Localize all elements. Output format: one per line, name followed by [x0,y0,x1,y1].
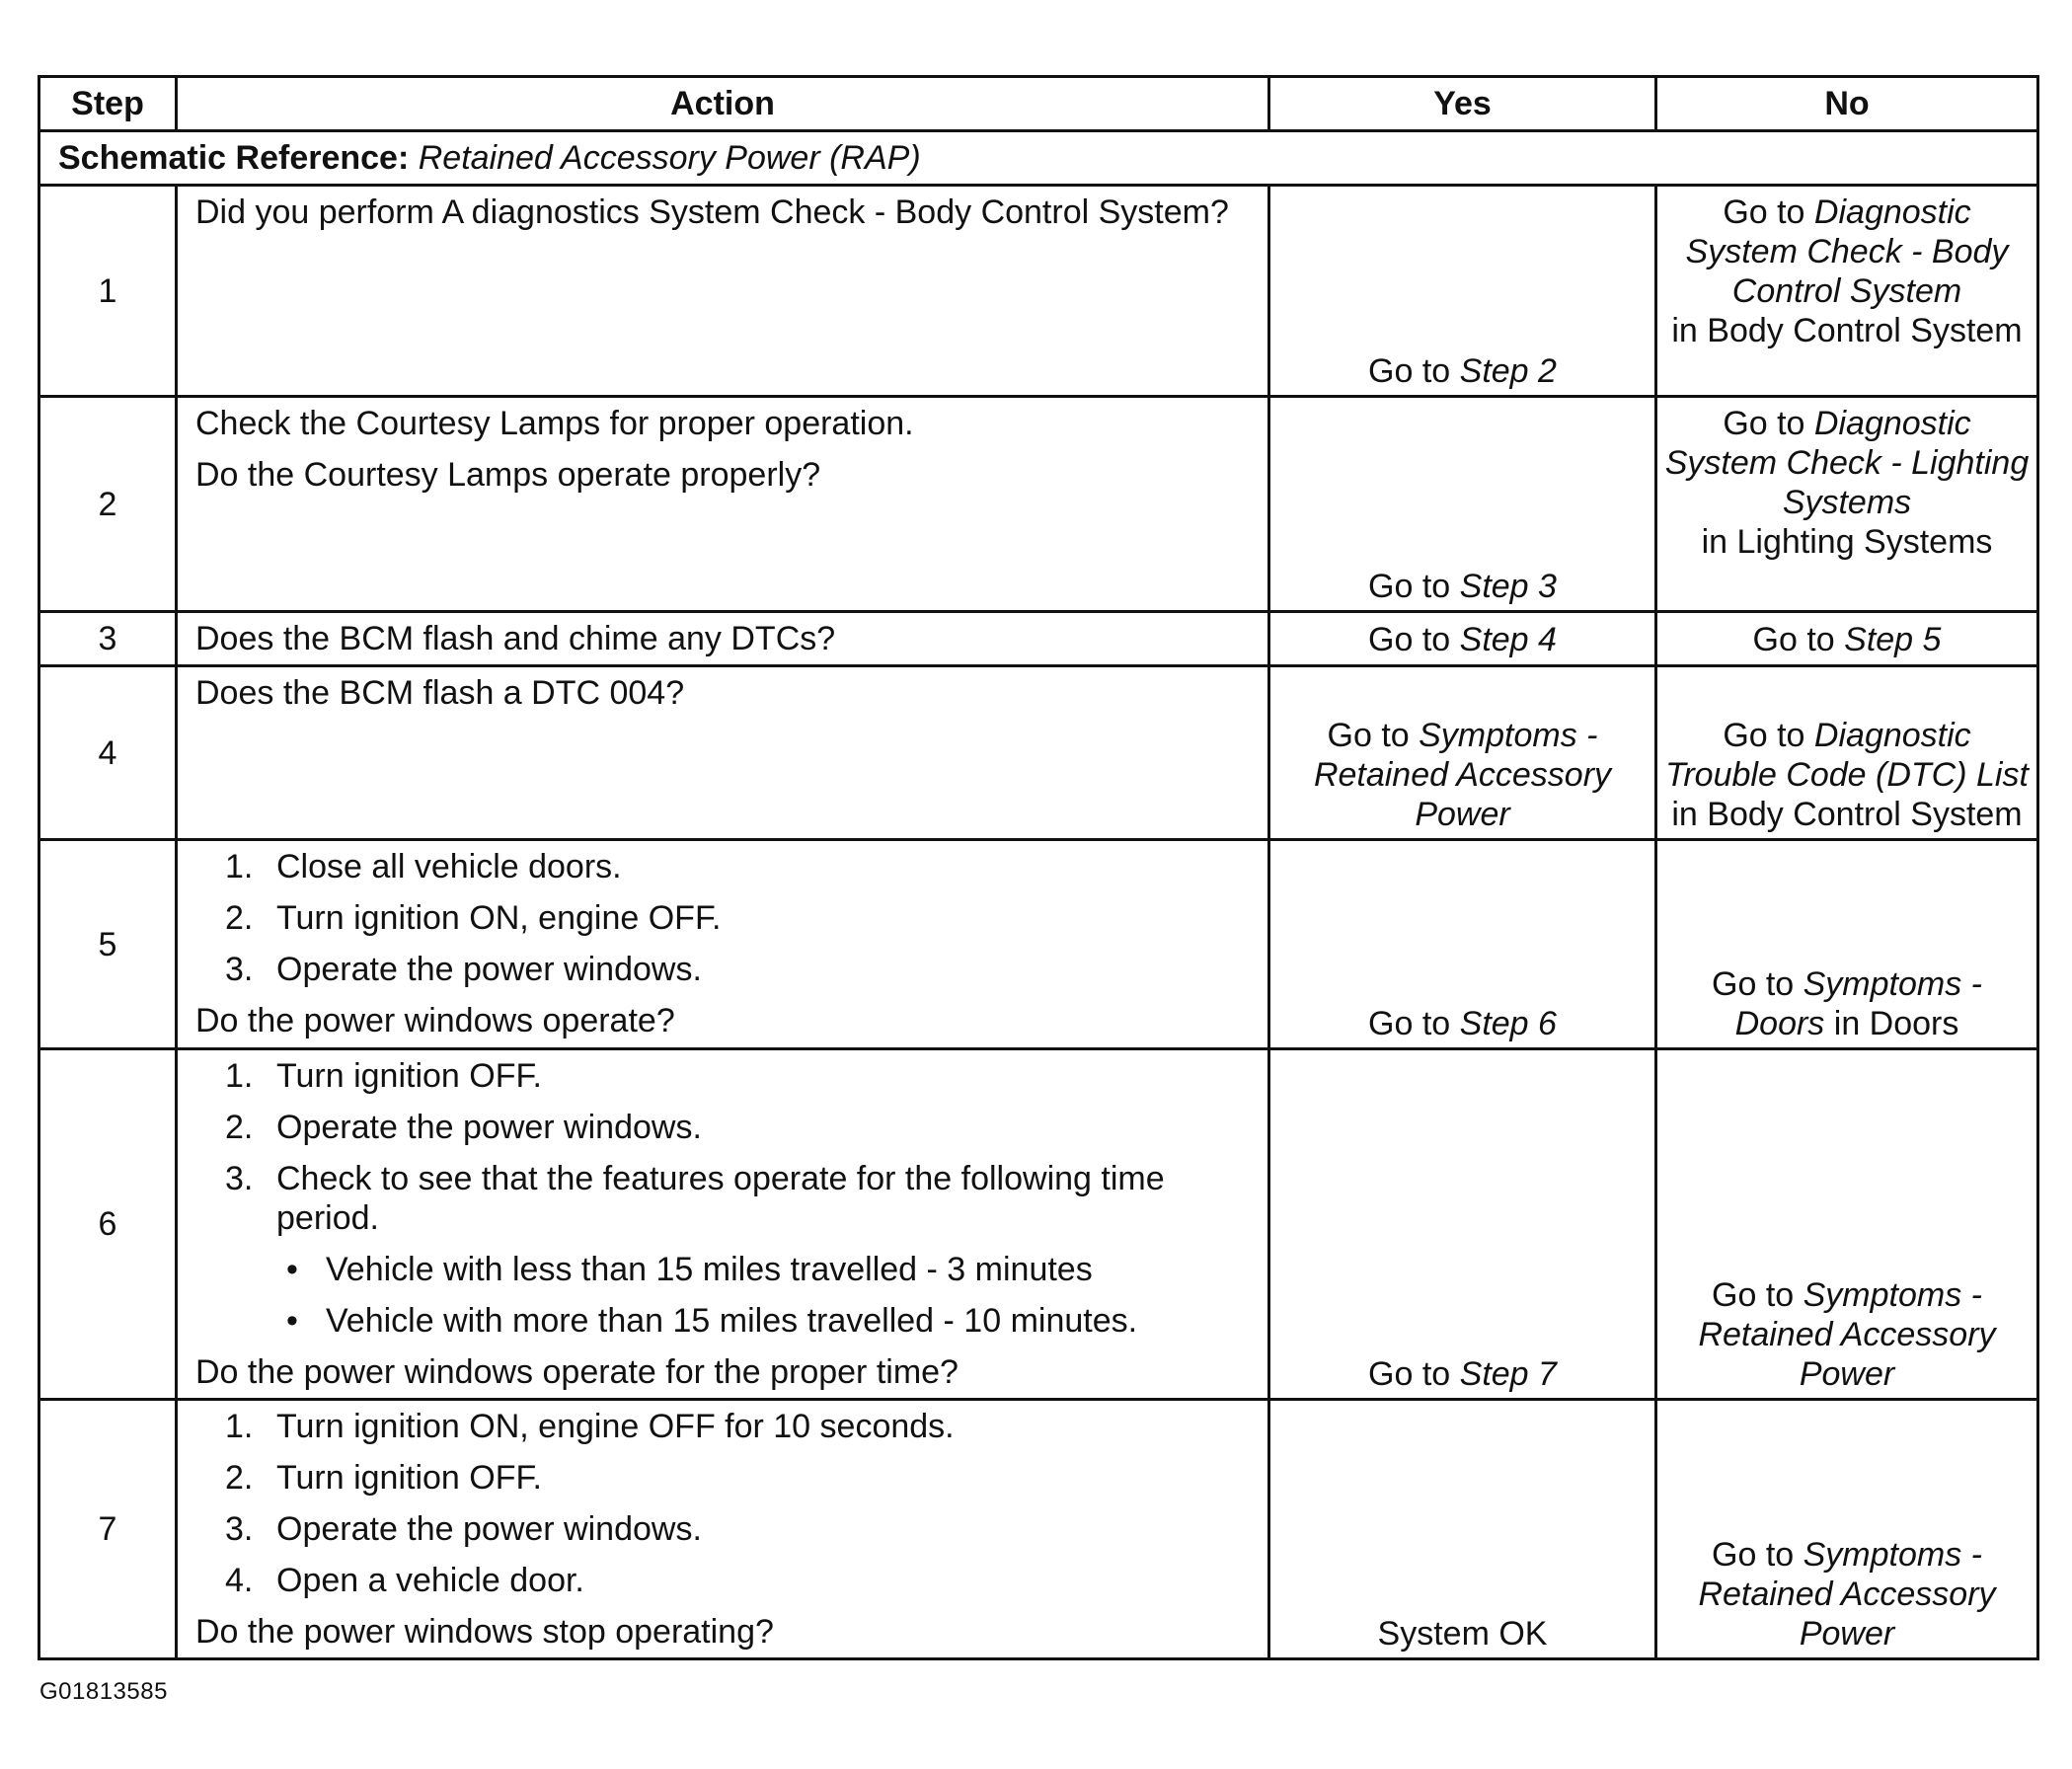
yes-prefix: Go to [1368,352,1460,390]
table-row [39,1400,2038,1659]
table-row [39,186,2038,397]
no-link[interactable]: Diagnostic System Check - Lighting Systems [1664,405,2030,521]
step-number: 1 [39,186,177,397]
yes-cell [1269,1400,1656,1659]
action-cell [177,1400,1269,1659]
no-prefix: Go to [1723,405,1814,442]
yes-link[interactable]: Step 3 [1459,568,1557,605]
step-number: 3 [39,612,177,666]
bullet-text: Vehicle with more than 15 miles travelled - 10 minutes. [326,1302,1138,1340]
list-item-text: Operate the power windows. [276,1510,702,1548]
list-item-text: Operate the power windows. [276,1109,702,1146]
no-link[interactable]: Symptoms - Doors [1734,965,1982,1042]
action-question: Do the Courtesy Lamps operate properly? [195,456,821,494]
yes-prefix: Go to [1368,568,1460,605]
no-cell [1656,666,2038,840]
step-number: 4 [39,666,177,840]
no-prefix: Go to [1712,1536,1803,1574]
bullet-text: Vehicle with less than 15 miles travelled - 3 minutes [326,1251,1093,1288]
yes-link[interactable]: Symptoms - Retained Accessory Power [1313,717,1612,833]
list-item-text: Close all vehicle doors. [276,848,622,885]
yes-link[interactable]: Step 6 [1459,1005,1557,1042]
yes-result: System OK [1377,1615,1548,1653]
action-question: Do the power windows operate for the proper time? [195,1353,959,1391]
header-step: Step [39,77,177,131]
no-link[interactable]: Diagnostic Trouble Code (DTC) List [1665,717,2029,794]
action-cell [177,1049,1269,1400]
figure-id: G01813585 [39,1678,168,1705]
no-cell [1656,1400,2038,1659]
schematic-reference-value: Retained Accessory Power (RAP) [418,139,921,177]
schematic-reference-label: Schematic Reference: [58,139,410,177]
schematic-reference [39,131,2038,186]
bullet-list [276,1250,1258,1341]
diagnostic-table-container [38,75,2036,1660]
no-suffix: in Body Control System [1671,312,2023,349]
header-row [39,77,2038,131]
yes-cell [1269,666,1656,840]
yes-cell [1269,840,1656,1049]
no-cell [1656,186,2038,397]
list-item-text: Turn ignition OFF. [276,1057,542,1095]
table-row [39,397,2038,612]
step-number: 2 [39,397,177,612]
action-cell [177,666,1269,840]
action-text: Check the Courtesy Lamps for proper operation. [195,405,914,442]
no-prefix: Go to [1712,965,1803,1003]
action-text: Did you perform A diagnostics System Check - Body Control System? [195,193,1229,231]
header-action: Action [177,77,1269,131]
list-item-number: 2. [225,1109,254,1146]
table-row [39,666,2038,840]
table-row [39,612,2038,666]
list-item-number: 3. [225,1160,254,1197]
list-item [195,1561,1258,1600]
action-question: Do the power windows operate? [195,1002,675,1039]
table-row [39,840,2038,1049]
action-text: Does the BCM flash and chime any DTCs? [195,620,836,657]
list-item-text: Turn ignition ON, engine OFF for 10 seconds. [276,1408,955,1445]
no-prefix: Go to [1712,1276,1803,1314]
list-item [195,950,1258,989]
yes-cell [1269,1049,1656,1400]
action-question: Do the power windows stop operating? [195,1613,774,1651]
schematic-reference-row [39,131,2038,186]
yes-cell [1269,612,1656,666]
no-link[interactable]: Symptoms - Retained Accessory Power [1698,1276,1996,1393]
list-item [195,898,1258,938]
bullet-item [276,1301,1258,1341]
action-cell [177,186,1269,397]
list-item [195,1407,1258,1446]
list-item [195,1159,1258,1341]
list-item-number: 3. [225,951,254,988]
list-item-text: Check to see that the features operate for the following time period. [276,1160,1165,1237]
yes-prefix: Go to [1368,1005,1460,1042]
yes-prefix: Go to [1368,621,1460,658]
step-number: 5 [39,840,177,1049]
list-item-text: Operate the power windows. [276,951,702,988]
header-yes: Yes [1269,77,1656,131]
no-cell [1656,1049,2038,1400]
yes-prefix: Go to [1327,717,1420,754]
yes-link[interactable]: Step 4 [1459,621,1557,658]
yes-cell [1269,186,1656,397]
action-cell [177,612,1269,666]
list-item-text: Turn ignition ON, engine OFF. [276,899,722,937]
list-item [195,1108,1258,1147]
list-item-number: 1. [225,848,254,885]
list-item-text: Open a vehicle door. [276,1562,584,1599]
list-item-number: 3. [225,1510,254,1548]
no-suffix: in Doors [1824,1005,1959,1042]
list-item-number: 4. [225,1562,254,1599]
no-cell [1656,397,2038,612]
action-cell [177,397,1269,612]
step-number: 6 [39,1049,177,1400]
bullet-item [276,1250,1258,1289]
list-item-number: 2. [225,1459,254,1497]
no-prefix: Go to [1723,193,1814,231]
list-item [195,1458,1258,1498]
step-number: 7 [39,1400,177,1659]
list-item-number: 1. [225,1057,254,1095]
action-cell [177,840,1269,1049]
diagnostic-table [38,75,2039,1660]
yes-prefix: Go to [1368,1355,1460,1393]
list-item-number: 2. [225,899,254,937]
yes-link[interactable]: Step 2 [1459,352,1557,390]
no-prefix: Go to [1723,717,1814,754]
yes-cell [1269,397,1656,612]
table-row [39,1049,2038,1400]
no-suffix: in Lighting Systems [1701,523,1993,561]
yes-link[interactable]: Step 7 [1459,1355,1557,1393]
list-item [195,1056,1258,1096]
list-item-number: 1. [225,1408,254,1445]
list-item-text: Turn ignition OFF. [276,1459,542,1497]
no-link[interactable]: Symptoms - Retained Accessory Power [1698,1536,1996,1653]
list-item [195,1509,1258,1549]
list-item [195,847,1258,886]
no-link[interactable]: Diagnostic System Check - Body Control System [1685,193,2009,310]
no-link[interactable]: Step 5 [1844,621,1942,658]
procedure-list [195,847,1258,989]
no-suffix: in Body Control System [1671,796,2023,833]
procedure-list [195,1056,1258,1341]
header-no: No [1656,77,2038,131]
no-prefix: Go to [1752,621,1845,658]
no-cell [1656,840,2038,1049]
no-cell [1656,612,2038,666]
bullet-icon: • [286,1302,298,1340]
bullet-icon: • [286,1251,298,1288]
action-text: Does the BCM flash a DTC 004? [195,674,685,712]
procedure-list [195,1407,1258,1600]
